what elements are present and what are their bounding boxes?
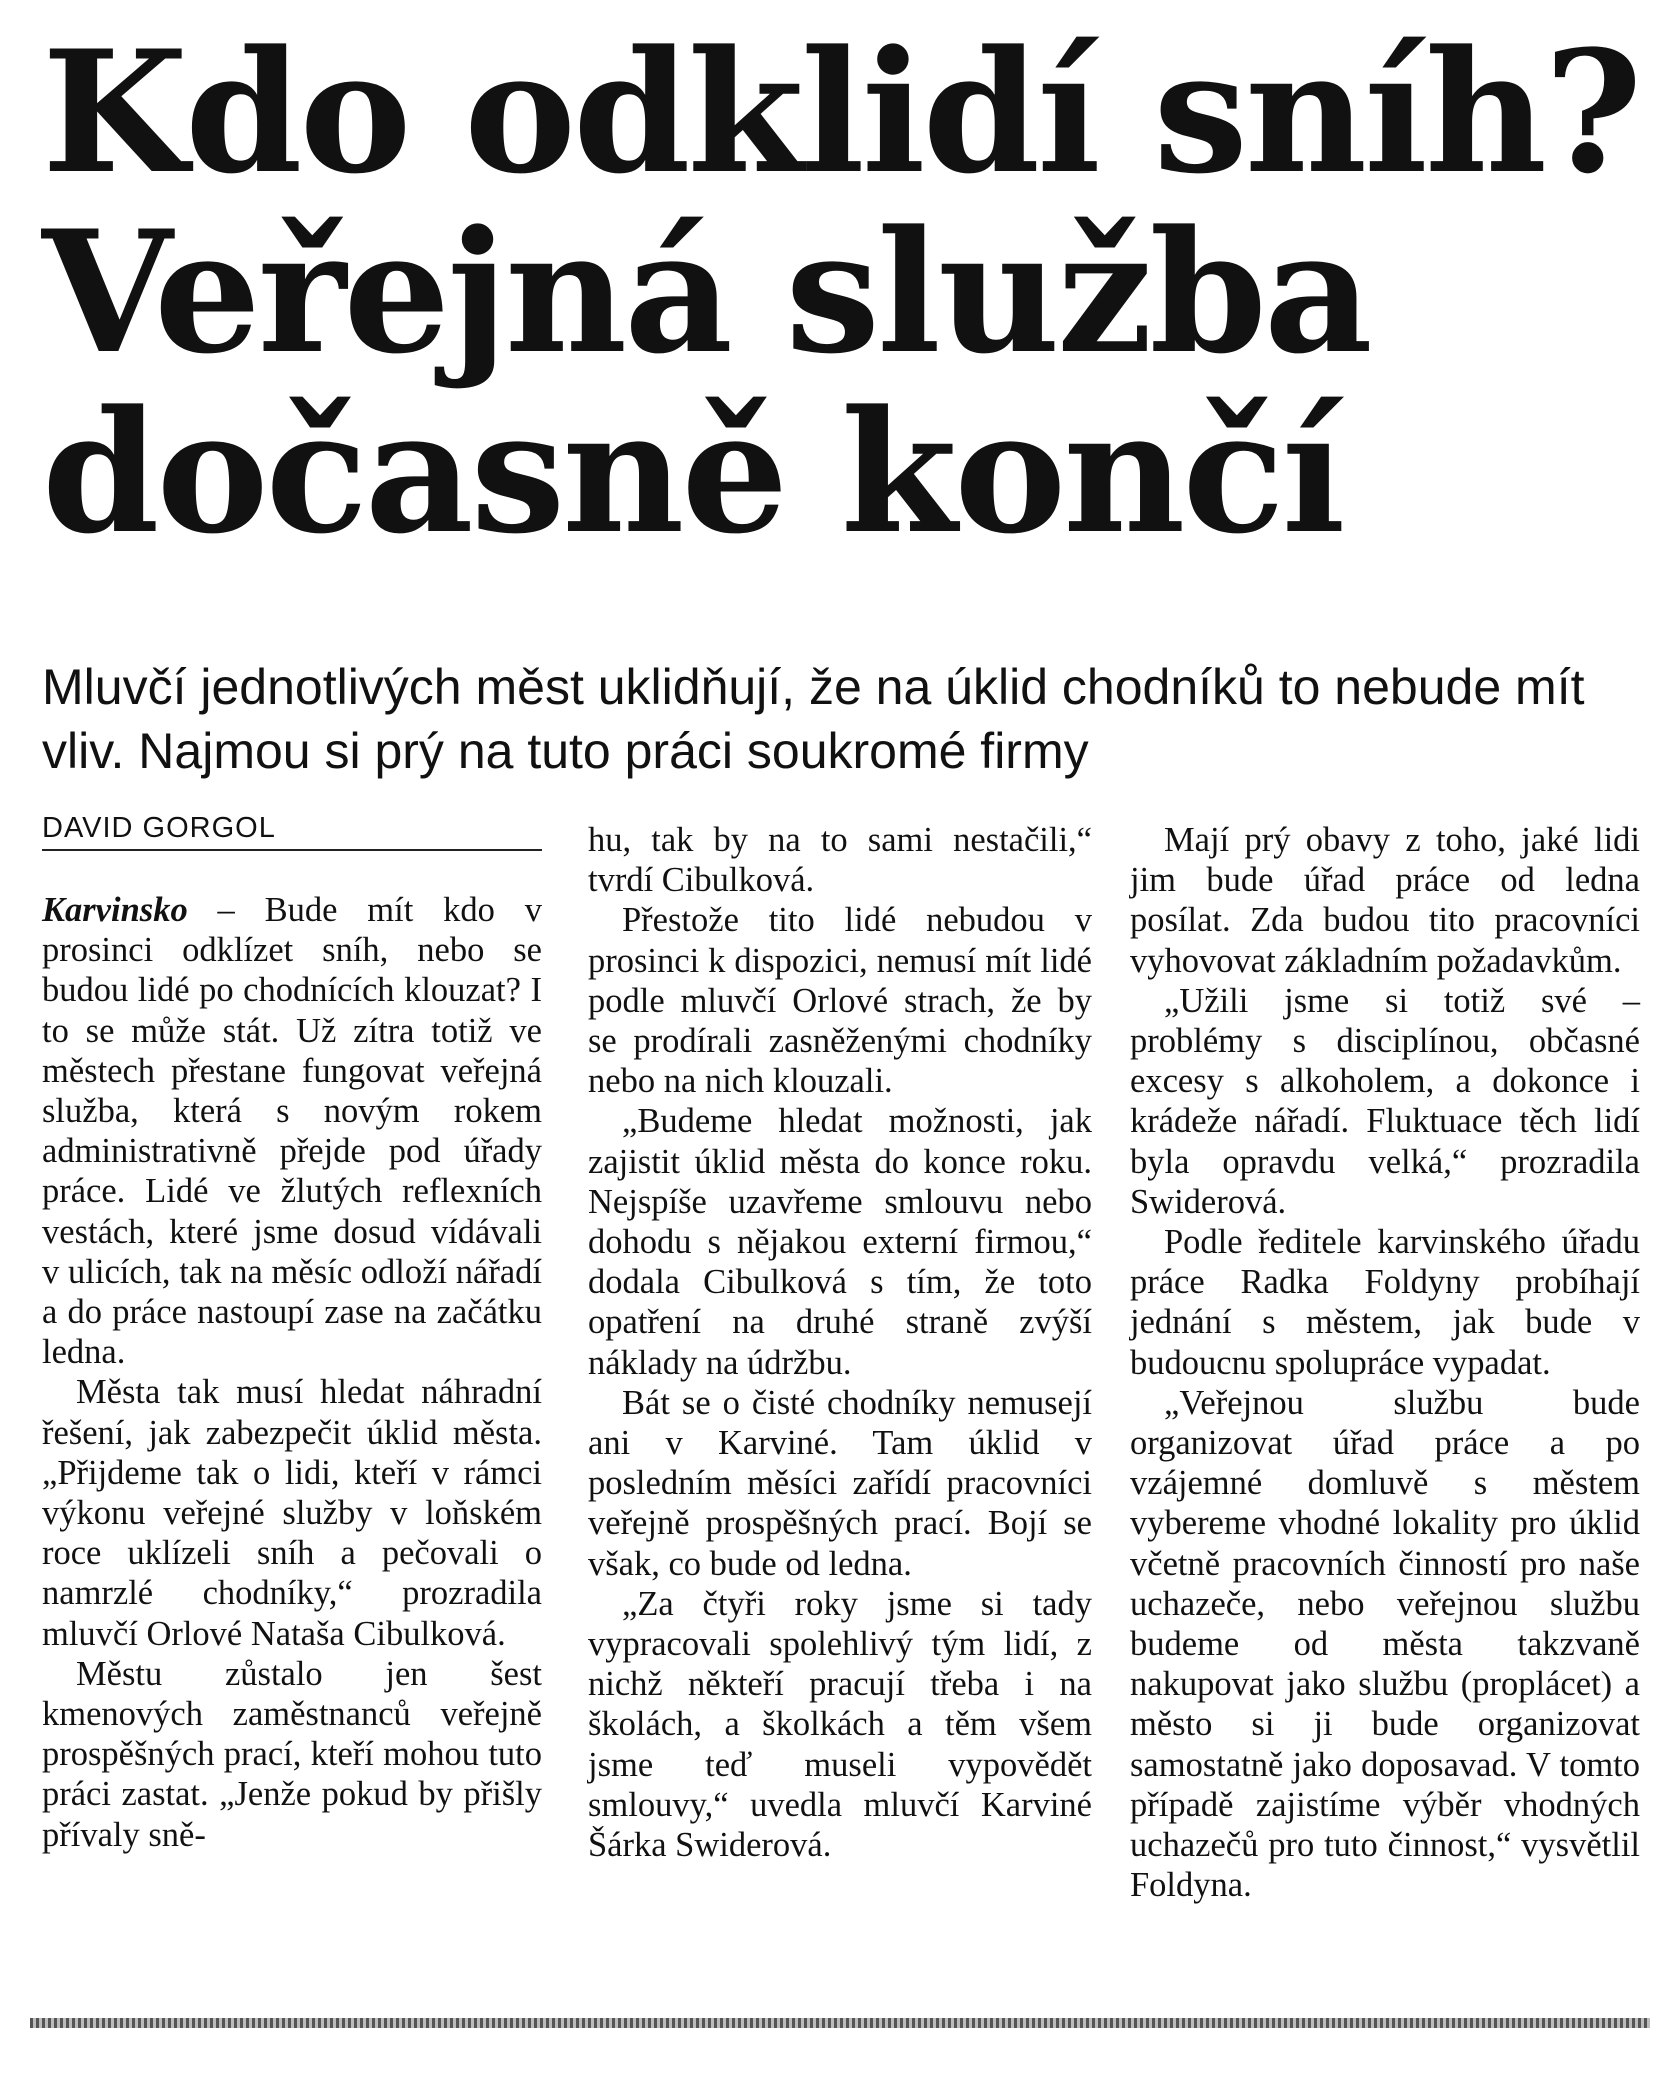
article-paragraph (42, 890, 542, 1372)
headline-line-3: dočasně končí (42, 373, 1343, 571)
article-paragraph: hu, tak by na to sami nestačili,“ tvrdí Cibulková. (588, 821, 1092, 900)
article-paragraph: Městu zůstalo jen šest kmenových zaměstnanců veřejně prospěšných prací, kteří mohou tuto práci zastat. „Jenže pokud by přišly přívaly sně- (42, 1654, 542, 1854)
article-paragraph: „Budeme hledat možnosti, jak zajistit úklid města do konce roku. Nejspíše uzavřeme smlouvu nebo dohodu s nějakou externí firmou,“ dodala Cibulková s tím, že toto opatření na druhé straně zvýší náklady na údržbu. (588, 1102, 1092, 1382)
article-paragraph: Města tak musí hledat náhradní řešení, jak zabezpečit úklid města. „Přijdeme tak o lidi, kteří v rámci výkonu veřejné služby v loňském roce uklízeli sníh a pečovali o namrzlé chodníky,“ prozradila mluvčí Orlové Nataša Cibulková. (42, 1373, 542, 1653)
article-paragraph: Přestože tito lidé nebudou v prosinci k dispozici, nemusí mít lidé podle mluvčí Orlové strach, že by se prodírali zasněženými chodníky nebo na nich klouzali. (588, 901, 1092, 1101)
article-column-3 (1130, 820, 1640, 1905)
article-column-1 (42, 890, 542, 1855)
bottom-rule (30, 2018, 1650, 2028)
article-paragraph: Podle ředitele karvinského úřadu práce Radka Foldyny probíhají jednání s městem, jak bude v budoucnu spolupráce vypadat. (1130, 1223, 1640, 1382)
headline-line-1: Kdo odklidí sníh? (42, 13, 1640, 211)
article-paragraph: „Veřejnou službu bude organizovat úřad práce a po vzájemné domluvě s městem vybereme vhodné lokality pro úklid včetně pracovních činností pro naše uchazeče, nebo veřejnou službu budeme od města takzvaně nakupovat jako službu (proplácet) a město si ji bude organizovat samostatně jako doposavad. V tomto případě zajistíme výběr vhodných uchazečů pro tuto činnost,“ vysvětlil Foldyna. (1130, 1383, 1640, 1905)
subheadline: Mluvčí jednotlivých měst uklidňují, že na úklid chodníků to nebude mít vliv. Najmou si prý na tuto práci soukromé firmy (42, 659, 1585, 779)
article-paragraph: „Za čtyři roky jsme si tady vypracovali spolehlivý tým lidí, z nichž někteří pracují třeba i na školách, a školkách a těm všem jsme teď museli vypovědět smlouvy,“ uvedla mluvčí Karviné Šárka Swiderová. (588, 1584, 1092, 1865)
paragraph-text: – Bude mít kdo v prosinci odklízet sníh, nebo se budou lidé po chodnících klouzat? I to se může stát. Už zítra totiž ve městech přestane fungovat veřejná služba, která s novým rokem administrativně přejde pod úřady práce. Lidé ve žlutých reflexních vestách, které jsme dosud vídávali v ulicích, tak na měsíc odloží nářadí a do práce nastoupí zase na začátku ledna. (42, 891, 542, 1372)
headline (42, 13, 1642, 571)
article-column-2 (588, 820, 1092, 1865)
headline-line-2: Veřejná služba (42, 193, 1370, 391)
article-paragraph: Mají prý obavy z toho, jaké lidi jim bude úřad práce od ledna posílat. Zda budou tito pracovníci vyhovovat základním požadavkům. (1130, 821, 1640, 980)
article-paragraph: Bát se o čisté chodníky nemusejí ani v Karviné. Tam úklid v posledním měsíci zařídí pracovníci veřejně prospěšných prací. Bojí se však, co bude od ledna. (588, 1383, 1092, 1583)
article-paragraph: „Užili jsme si totiž své – problémy s disciplínou, občasné excesy s alkoholem, a dokonce i krádeže nářadí. Fluktuace těch lidí byla opravdu velká,“ prozradila Swiderová. (1130, 981, 1640, 1221)
dateline: Karvinsko (42, 891, 188, 929)
byline: DAVID GORGOL (42, 812, 542, 851)
